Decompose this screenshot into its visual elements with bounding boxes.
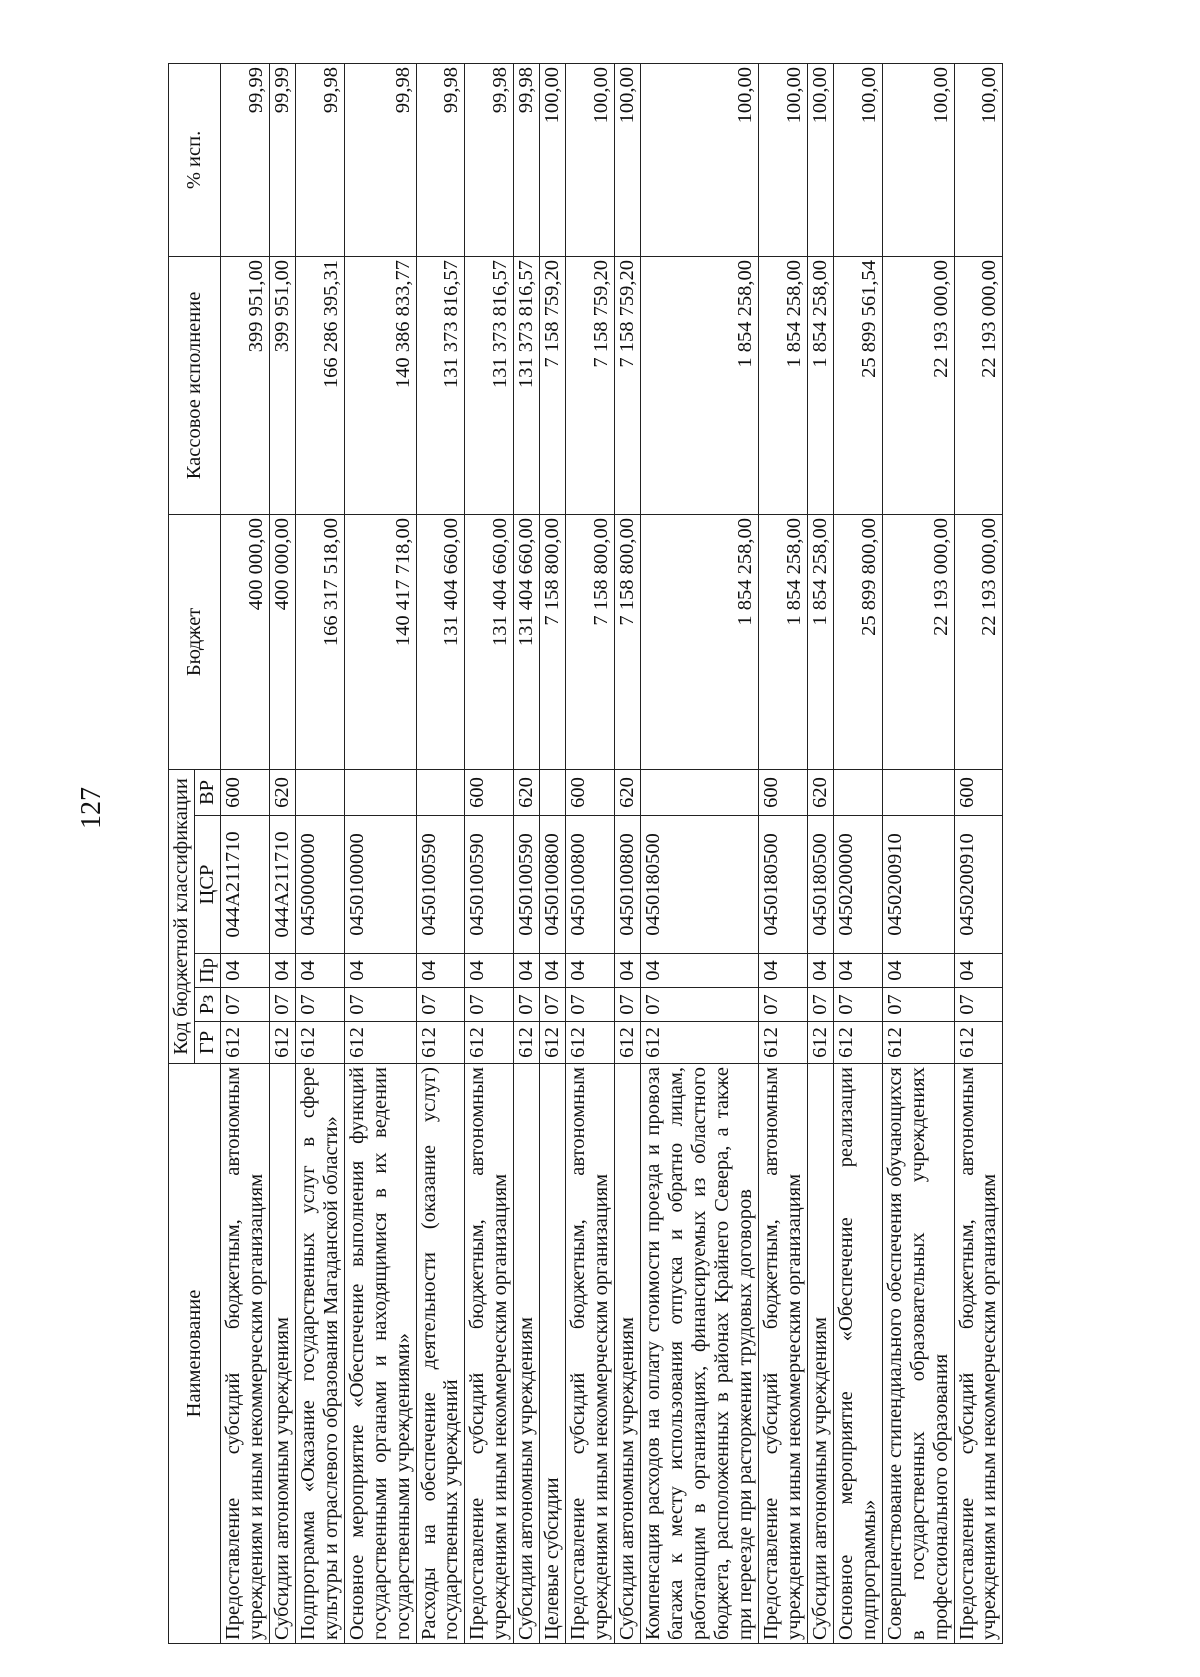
header-vr: ВР	[194, 769, 220, 815]
cell-budget: 25 899 800,00	[833, 514, 882, 769]
cell-name: Субсидии автономным учреждениям	[615, 1064, 641, 1644]
table-header	[169, 63, 221, 1643]
cell-pr: 04	[807, 954, 833, 988]
cell-csr: 044A211710	[220, 816, 269, 954]
table-row	[833, 63, 882, 1643]
table-row	[295, 63, 344, 1643]
cell-vr: 620	[269, 769, 295, 815]
cell-pr: 04	[954, 954, 1003, 988]
cell-name: Целевые субсидии	[540, 1064, 566, 1644]
cell-percent: 99,98	[344, 63, 416, 256]
header-pr: Пр	[194, 954, 220, 988]
cell-percent: 99,98	[514, 63, 540, 256]
table-row	[220, 63, 269, 1643]
cell-execution: 131 373 816,57	[416, 256, 465, 514]
cell-name: Основное мероприятие «Обеспечение реализации подпрограммы»	[833, 1064, 882, 1644]
budget-execution-table	[168, 63, 1003, 1644]
cell-budget: 1 854 258,00	[807, 514, 833, 769]
table-row	[465, 63, 514, 1643]
cell-pr: 04	[833, 954, 882, 988]
header-name: Наименование	[169, 1064, 221, 1644]
cell-rz: 07	[833, 988, 882, 1022]
cell-gr: 612	[833, 1022, 882, 1064]
cell-gr: 612	[954, 1022, 1003, 1064]
cell-pr: 04	[416, 954, 465, 988]
cell-vr: 620	[615, 769, 641, 815]
table-row	[416, 63, 465, 1643]
cell-vr: 620	[514, 769, 540, 815]
cell-rz: 07	[566, 988, 615, 1022]
cell-execution: 7 158 759,20	[566, 256, 615, 514]
cell-execution: 22 193 000,00	[882, 256, 954, 514]
cell-execution: 7 158 759,20	[615, 256, 641, 514]
cell-percent: 99,98	[295, 63, 344, 256]
cell-gr: 612	[566, 1022, 615, 1064]
cell-vr	[641, 769, 759, 815]
cell-pr: 04	[295, 954, 344, 988]
cell-pr: 04	[514, 954, 540, 988]
cell-percent: 100,00	[566, 63, 615, 256]
cell-rz: 07	[615, 988, 641, 1022]
cell-execution: 131 373 816,57	[514, 256, 540, 514]
cell-execution: 1 854 258,00	[807, 256, 833, 514]
cell-vr: 600	[758, 769, 807, 815]
cell-pr: 04	[566, 954, 615, 988]
cell-rz: 07	[641, 988, 759, 1022]
cell-name: Субсидии автономным учреждениям	[807, 1064, 833, 1644]
cell-budget: 400 000,00	[220, 514, 269, 769]
cell-budget: 1 854 258,00	[641, 514, 759, 769]
cell-rz: 07	[295, 988, 344, 1022]
cell-csr: 0450100590	[465, 816, 514, 954]
cell-budget: 400 000,00	[269, 514, 295, 769]
page-number: 127	[76, 787, 107, 829]
cell-percent: 100,00	[615, 63, 641, 256]
cell-percent: 99,99	[220, 63, 269, 256]
cell-pr: 04	[641, 954, 759, 988]
cell-csr: 0450180500	[758, 816, 807, 954]
header-csr: ЦСР	[194, 816, 220, 954]
table-row	[540, 63, 566, 1643]
cell-vr	[416, 769, 465, 815]
cell-percent: 100,00	[954, 63, 1003, 256]
cell-rz: 07	[540, 988, 566, 1022]
cell-execution: 399 951,00	[269, 256, 295, 514]
cell-vr	[344, 769, 416, 815]
table-body	[220, 63, 1003, 1643]
cell-budget: 131 404 660,00	[465, 514, 514, 769]
cell-csr: 0450100800	[615, 816, 641, 954]
cell-csr: 0450100590	[416, 816, 465, 954]
cell-pr: 04	[758, 954, 807, 988]
cell-gr: 612	[269, 1022, 295, 1064]
header-budget: Бюджет	[169, 514, 221, 769]
cell-gr: 612	[807, 1022, 833, 1064]
cell-pr: 04	[882, 954, 954, 988]
cell-pr: 04	[465, 954, 514, 988]
cell-rz: 07	[269, 988, 295, 1022]
table-row	[615, 63, 641, 1643]
cell-percent: 100,00	[758, 63, 807, 256]
cell-budget: 140 417 718,00	[344, 514, 416, 769]
cell-csr: 0450100000	[344, 816, 416, 954]
cell-budget: 131 404 660,00	[416, 514, 465, 769]
cell-name: Субсидии автономным учреждениям	[514, 1064, 540, 1644]
rotated-page-content	[168, 64, 1068, 1644]
cell-gr: 612	[882, 1022, 954, 1064]
cell-percent: 100,00	[807, 63, 833, 256]
cell-execution: 399 951,00	[220, 256, 269, 514]
cell-csr: 0450200910	[882, 816, 954, 954]
header-gr: ГР	[194, 1022, 220, 1064]
cell-csr: 0450100800	[540, 816, 566, 954]
cell-rz: 07	[416, 988, 465, 1022]
cell-gr: 612	[465, 1022, 514, 1064]
cell-name: Предоставление субсидий бюджетным, автономным учреждениям и иным некоммерческим организациям	[758, 1064, 807, 1644]
cell-budget: 7 158 800,00	[615, 514, 641, 769]
cell-name: Предоставление субсидий бюджетным, автономным учреждениям и иным некоммерческим организациям	[566, 1064, 615, 1644]
cell-vr: 620	[807, 769, 833, 815]
cell-rz: 07	[344, 988, 416, 1022]
cell-vr: 600	[220, 769, 269, 815]
cell-gr: 612	[344, 1022, 416, 1064]
cell-budget: 131 404 660,00	[514, 514, 540, 769]
header-execution: Кассовое исполнение	[169, 256, 221, 514]
cell-execution: 140 386 833,77	[344, 256, 416, 514]
table-row	[514, 63, 540, 1643]
cell-name: Предоставление субсидий бюджетным, автономным учреждениям и иным некоммерческим организациям	[954, 1064, 1003, 1644]
cell-csr: 044A211710	[269, 816, 295, 954]
cell-vr	[833, 769, 882, 815]
cell-percent: 100,00	[833, 63, 882, 256]
cell-csr: 0450180500	[807, 816, 833, 954]
cell-gr: 612	[540, 1022, 566, 1064]
cell-percent: 99,98	[465, 63, 514, 256]
cell-execution: 166 286 395,31	[295, 256, 344, 514]
cell-budget: 1 854 258,00	[758, 514, 807, 769]
cell-execution: 22 193 000,00	[954, 256, 1003, 514]
cell-gr: 612	[641, 1022, 759, 1064]
cell-budget: 7 158 800,00	[566, 514, 615, 769]
cell-csr: 0450180500	[641, 816, 759, 954]
cell-csr: 0450200910	[954, 816, 1003, 954]
cell-rz: 07	[882, 988, 954, 1022]
cell-budget: 22 193 000,00	[954, 514, 1003, 769]
cell-budget: 166 317 518,00	[295, 514, 344, 769]
cell-execution: 1 854 258,00	[641, 256, 759, 514]
cell-pr: 04	[540, 954, 566, 988]
table-row	[641, 63, 759, 1643]
table-row	[758, 63, 807, 1643]
cell-execution: 131 373 816,57	[465, 256, 514, 514]
cell-name: Компенсация расходов на оплату стоимости проезда и провоза багажа к месту использования отпуска и обратно лицам, работающим в организациях, финансируемых из областного бюджета, расположенных в районах Крайнего Севера, а также при переезде при расторжении трудовых договоров	[641, 1064, 759, 1644]
cell-pr: 04	[615, 954, 641, 988]
cell-execution: 7 158 759,20	[540, 256, 566, 514]
cell-rz: 07	[758, 988, 807, 1022]
cell-execution: 1 854 258,00	[758, 256, 807, 514]
cell-name: Предоставление субсидий бюджетным, автономным учреждениям и иным некоммерческим организациям	[465, 1064, 514, 1644]
cell-vr: 600	[465, 769, 514, 815]
cell-vr: 600	[566, 769, 615, 815]
table-row	[954, 63, 1003, 1643]
cell-name: Предоставление субсидий бюджетным, автономным учреждениям и иным некоммерческим организациям	[220, 1064, 269, 1644]
cell-rz: 07	[220, 988, 269, 1022]
cell-pr: 04	[220, 954, 269, 988]
table-row	[882, 63, 954, 1643]
cell-gr: 612	[416, 1022, 465, 1064]
cell-name: Субсидии автономным учреждениям	[269, 1064, 295, 1644]
cell-gr: 612	[758, 1022, 807, 1064]
cell-percent: 100,00	[882, 63, 954, 256]
cell-vr	[882, 769, 954, 815]
cell-gr: 612	[615, 1022, 641, 1064]
cell-name: Подпрограмма «Оказание государственных услуг в сфере культуры и отраслевого образования Магаданской области»	[295, 1064, 344, 1644]
cell-budget: 7 158 800,00	[540, 514, 566, 769]
cell-pr: 04	[269, 954, 295, 988]
table-row	[344, 63, 416, 1643]
cell-csr: 0450200000	[833, 816, 882, 954]
cell-rz: 07	[514, 988, 540, 1022]
cell-rz: 07	[465, 988, 514, 1022]
cell-budget: 22 193 000,00	[882, 514, 954, 769]
cell-gr: 612	[220, 1022, 269, 1064]
cell-pr: 04	[344, 954, 416, 988]
cell-gr: 612	[295, 1022, 344, 1064]
header-percent: % исп.	[169, 63, 221, 256]
cell-execution: 25 899 561,54	[833, 256, 882, 514]
header-code-group: Код бюджетной классификации	[169, 769, 195, 1063]
cell-rz: 07	[954, 988, 1003, 1022]
cell-vr	[295, 769, 344, 815]
cell-percent: 99,99	[269, 63, 295, 256]
table-row	[807, 63, 833, 1643]
header-rz: Рз	[194, 988, 220, 1022]
cell-name: Основное мероприятие «Обеспечение выполнения функций государственными органами и находящимися в их ведении государственными учреждениями»	[344, 1064, 416, 1644]
cell-csr: 0450000000	[295, 816, 344, 954]
cell-gr: 612	[514, 1022, 540, 1064]
cell-percent: 99,98	[416, 63, 465, 256]
cell-name: Расходы на обеспечение деятельности (оказание услуг) государственных учреждений	[416, 1064, 465, 1644]
cell-rz: 07	[807, 988, 833, 1022]
cell-csr: 0450100590	[514, 816, 540, 954]
cell-percent: 100,00	[540, 63, 566, 256]
cell-csr: 0450100800	[566, 816, 615, 954]
table-row	[269, 63, 295, 1643]
cell-vr	[540, 769, 566, 815]
cell-percent: 100,00	[641, 63, 759, 256]
table-row	[566, 63, 615, 1643]
cell-vr: 600	[954, 769, 1003, 815]
cell-name: Совершенствование стипендиального обеспечения обучающихся в государственных образовательных учреждениях профессионального образования	[882, 1064, 954, 1644]
